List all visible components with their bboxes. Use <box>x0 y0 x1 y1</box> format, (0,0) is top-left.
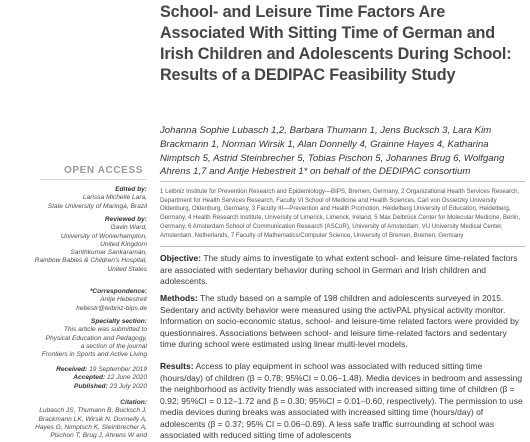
abstract-methods <box>160 293 525 351</box>
received-label: Received: <box>56 366 88 373</box>
edited-by-label: Edited by: <box>115 186 147 193</box>
specialty-line: This article was submitted to <box>63 326 147 334</box>
open-access-label: OPEN ACCESS <box>63 165 143 176</box>
open-access-divider <box>40 179 147 180</box>
dates-block <box>10 366 147 391</box>
citation-line: Pischon T, Brug J, Ahrens W and <box>50 432 147 440</box>
correspondence-block <box>10 288 147 313</box>
reviewer-line: United Kingdom <box>100 240 147 248</box>
abstract-objective <box>160 253 525 288</box>
authors-divider <box>160 181 525 182</box>
correspondence-label: *Correspondence: <box>89 288 147 295</box>
reviewer-line: Santhkumar Sankaraman, <box>70 249 147 257</box>
editor-line: State University of Maringá, Brazil <box>47 202 147 210</box>
results-text: Access to play equipment in school was associated with reduced sitting time (hours/day) of children (β = 0.78; 95%CI = 0.06–1.48). Media devices in bedroom and assessing the neighborhood as activity friendly was associated with increased sitting time of children (β = 0.92; 95%CI = 0.12–1.72 and β = 0.30; 95%CI = 0.01–0.60, respectively). The permission to use media devices during breaks was associated with increased sitting time (hours/day) of adolescents (β = 0.37; 95% CI = 0.06–0.69). A less safe traffic surrounding at school was associated with reduced sitting time of adolescents <box>160 361 523 441</box>
author-list: Johanna Sophie Lubasch 1,2, Barbara Thumann 1, Jens Bucksch 3, Lara Kim Brackmann 1, Norman Wirsik 1, Alan Donnelly 4, Grainne Hayes 4, Katharina Nimptsch 5, Astrid Steinbrecher 5, Tobias Pischon 5, Johannes Brug 6, Wolfgang Ahrens 1,7 and Antje Hebestreit 1* on behalf of the DEDIPAC consortium <box>160 125 505 178</box>
objective-label: Objective: <box>160 253 202 263</box>
affiliations: 1 Leibniz Institute for Prevention Research and Epidemiology—BIPS, Bremen, Germany, 2 Organizational Health Services Research, Department for Health Services Research, Faculty VI School of Medicine and Health Sciences, Carl von Ossietzky University Oldenburg, Oldenburg, Germany, 3 Faculty III—Prevention and Health Promotion, Heidelberg University of Education, Heidelberg, Germany, 4 Health Research Institute, University of Limerick, Limerick, Ireland, 5 Max Delbrück Center for Molecular Medicine, Berlin, Germany, 6 Amsterdam School of Communication Research (ASCoR), University of Amsterdam, VU University Medical Center, Amsterdam, Netherlands, 7 Faculty of Mathematics/Computer Science, University of Bremen, Bremen, Germany <box>160 188 521 239</box>
accepted-date: 12 June 2020 <box>107 374 147 382</box>
received-date: 19 September 2019 <box>89 366 147 373</box>
correspondence-name: Antje Hebestreit <box>100 296 147 304</box>
specialty-line: a section of the journal <box>80 342 147 350</box>
specialty-block <box>10 318 147 359</box>
reviewer-line: Rainbow Babies & Children's Hospital, <box>34 257 147 265</box>
abstract-results <box>160 361 525 442</box>
citation-label: Citation: <box>120 399 147 406</box>
reviewed-by-label: Reviewed by: <box>104 216 147 223</box>
abstract-divider <box>160 246 525 247</box>
methods-text: The study based on a sample of 198 children and adolescents surveyed in 2015. Sedentary and activity behavior were measured using the activPAL physical activity monitor. Information on socio-economic status, school- and leisure-time related factors were provided by questionnaires. Associations between school- and leisure time-related factors and sedentary time during school were estimated using linear multi-level models. <box>160 293 520 350</box>
reviewer-line: United States <box>107 265 147 273</box>
specialty-label: Specialty section: <box>90 318 147 325</box>
article-title: School- and Leisure Time Factors Are Associated With Sitting Time of German and Irish Children and Adolescents During School: Results of a DEDIPAC Feasibility Study <box>160 3 512 84</box>
reviewer-line: University of Wolverhampton, <box>60 232 147 240</box>
citation-line: Brackmann LK, Wirsik N, Donnelly A, <box>38 415 147 423</box>
objective-text: The study aims to investigate to what extent school- and leisure time-related factors are associated with sedentary behavior during school in German and Irish children and adolescents. <box>160 253 518 287</box>
methods-label: Methods: <box>160 293 198 303</box>
published-label: Published: <box>74 382 108 390</box>
citation-line: Lubasch JS, Thumann B, Bucksch J, <box>39 407 147 415</box>
editor-line: Larissa Michelle Lara, <box>82 194 147 202</box>
published-date: 23 July 2020 <box>109 382 147 390</box>
specialty-line: Frontiers in Sports and Active Living <box>41 351 147 359</box>
citation-line: Hayes G, Nimptsch K, Steinbrecher A, <box>35 423 147 431</box>
accepted-label: Accepted: <box>73 374 106 382</box>
results-label: Results: <box>160 361 194 371</box>
specialty-line: Physical Education and Pedagogy, <box>45 334 147 342</box>
citation-block <box>10 399 147 440</box>
edited-by-block <box>10 186 147 211</box>
correspondence-email[interactable]: hebestr@leibniz-bips.de <box>76 304 147 312</box>
reviewed-by-block <box>10 216 147 274</box>
reviewer-line: Gavin Ward, <box>110 224 147 232</box>
